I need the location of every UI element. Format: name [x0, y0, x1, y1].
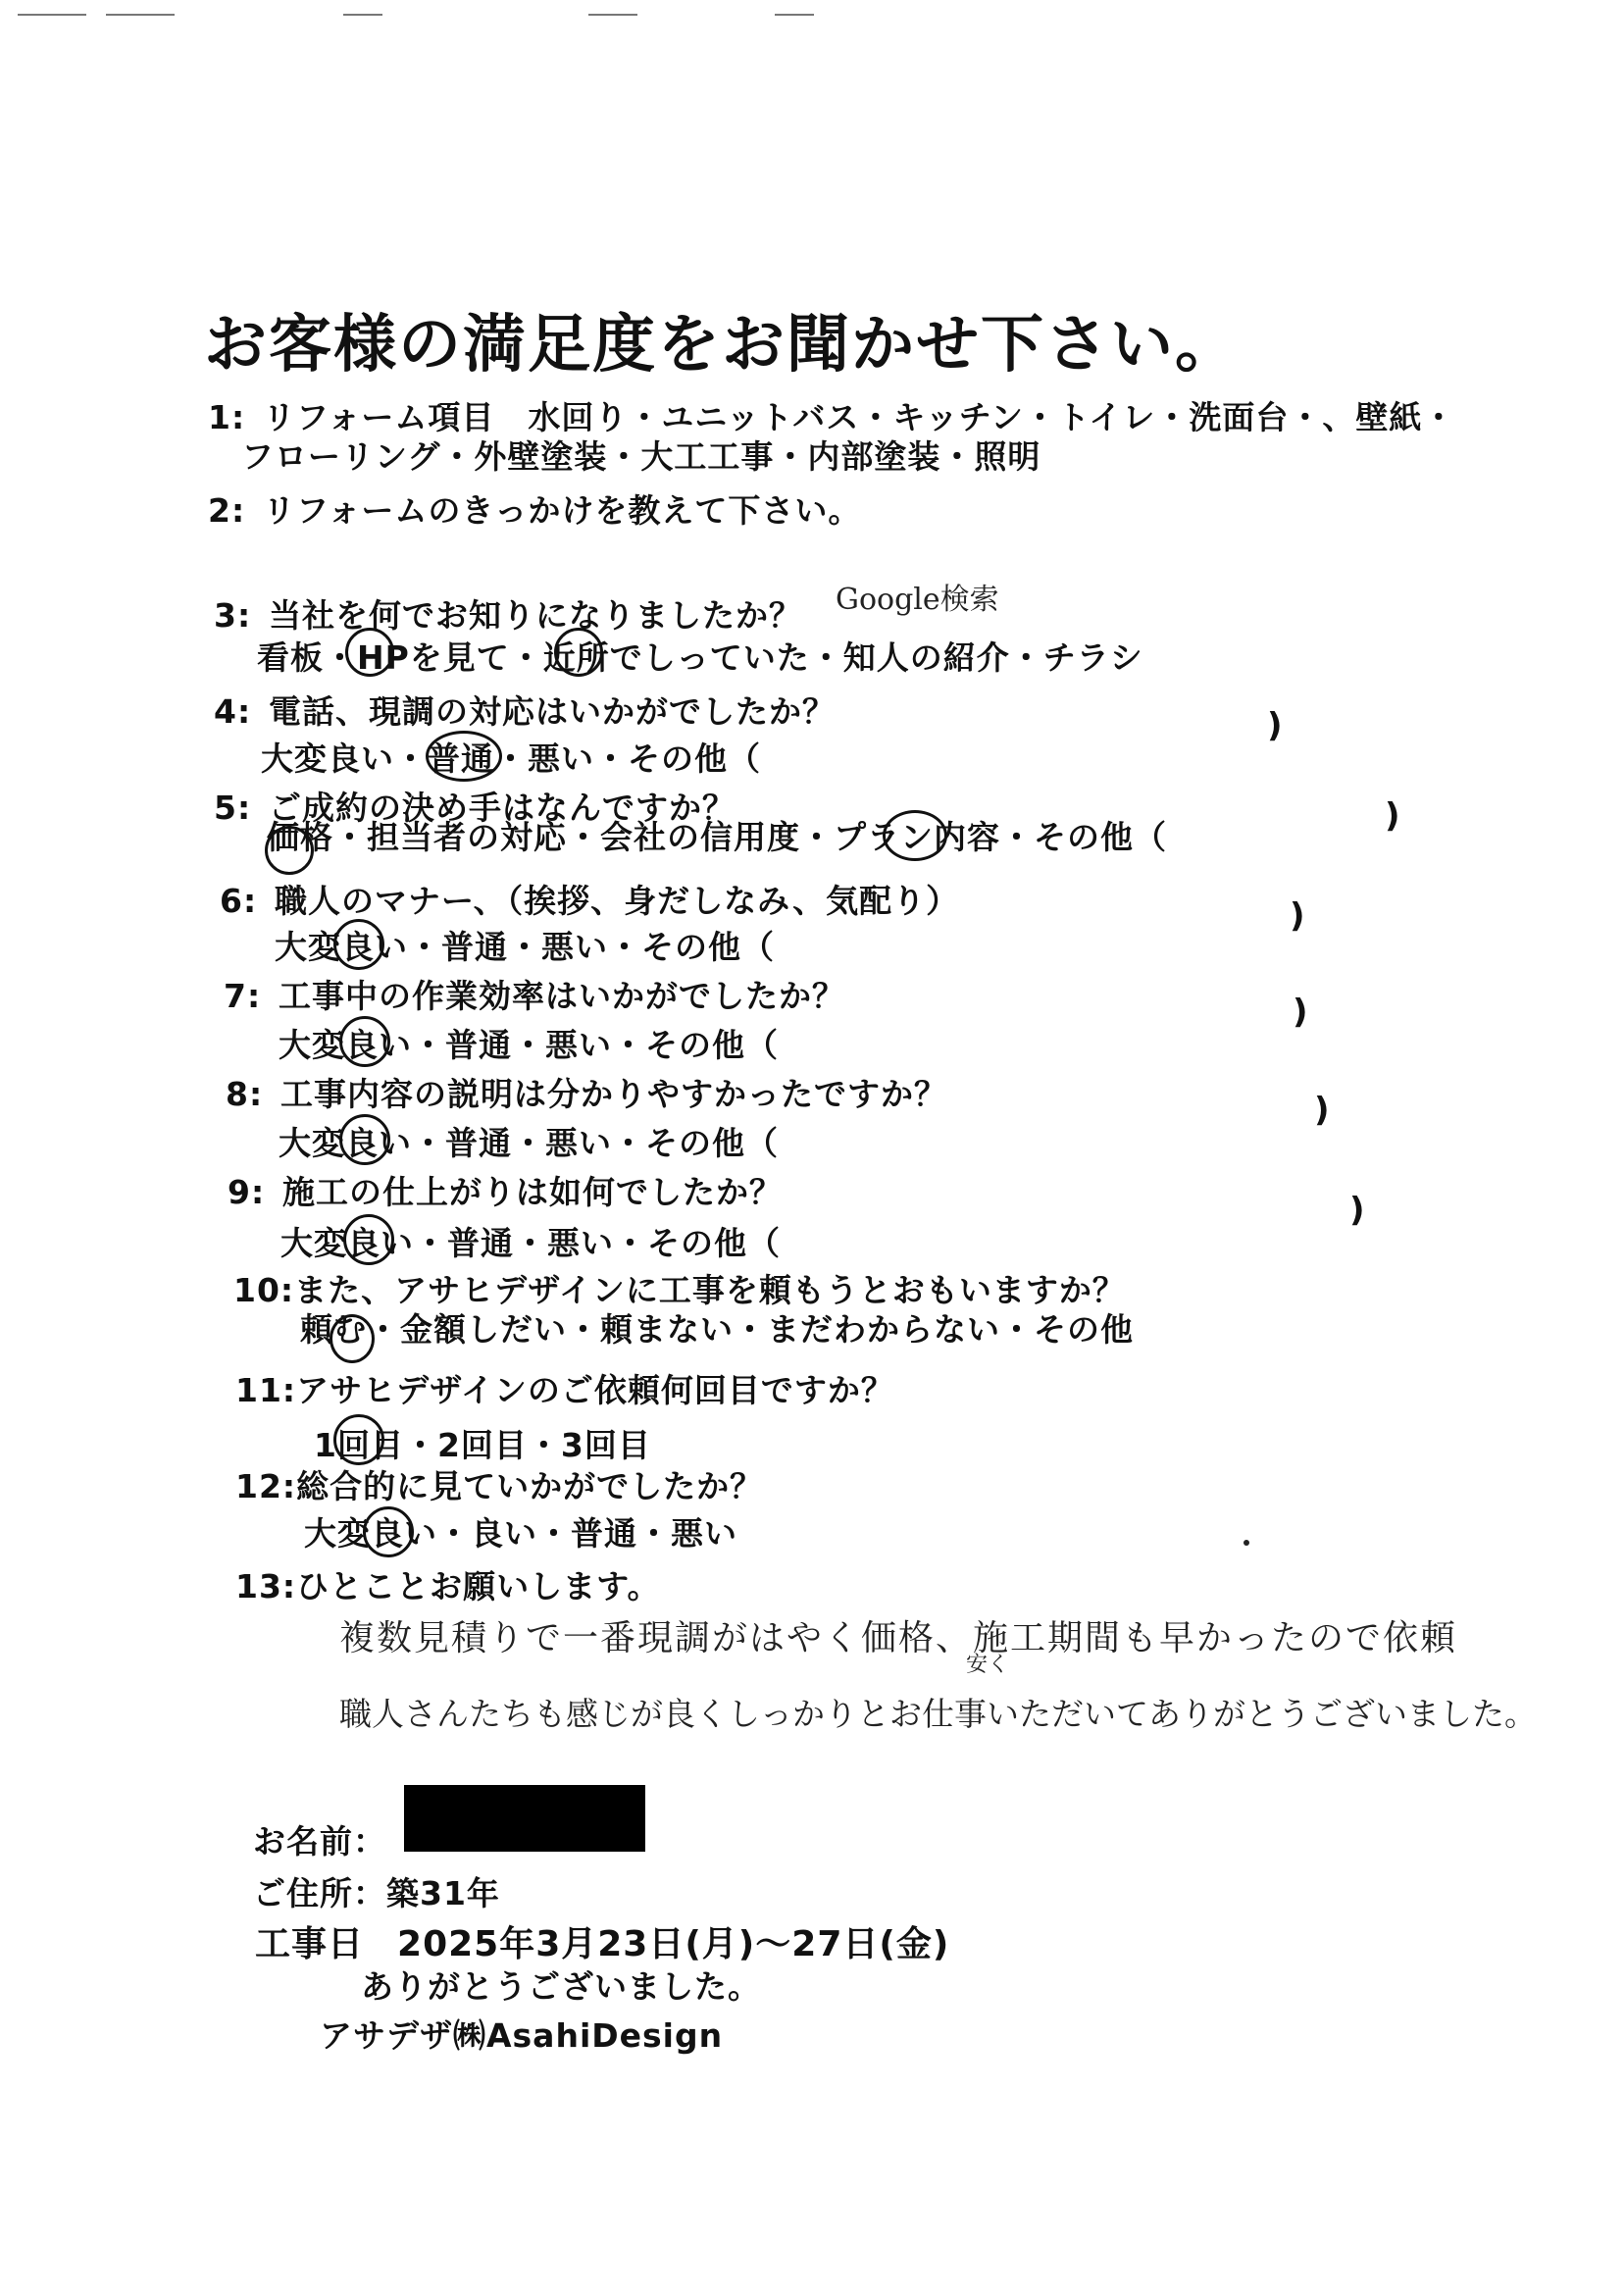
question-text: 工事内容の説明は分かりやすかったですか？	[280, 1075, 947, 1113]
question-2	[208, 485, 861, 532]
close-paren: )	[1267, 706, 1283, 745]
question-4-options: 大変良い・普通・悪い・その他（	[261, 739, 761, 778]
answer-circle-very-good	[333, 919, 384, 970]
question-number: 11:	[235, 1371, 297, 1409]
question-1-options: フローリング・外壁塗装・大工工事・内部塗装・照明	[241, 437, 1041, 476]
question-number: 8:	[226, 1075, 264, 1113]
question-8-options: 大変良い・普通・悪い・その他（	[279, 1124, 779, 1162]
question-number: 9:	[228, 1173, 266, 1211]
address-value: 築31年	[386, 1874, 500, 1912]
question-number: 13:	[235, 1567, 297, 1605]
question-7-options: 大変良い・普通・悪い・その他（	[279, 1026, 779, 1064]
name-label: お名前：	[253, 1822, 386, 1860]
scan-edge-line	[343, 14, 382, 16]
question-6	[220, 876, 959, 922]
question-11-options: 1回目・2回目・3回目	[314, 1426, 651, 1464]
question-text: 工事中の作業効率はいかがでしたか？	[279, 977, 845, 1015]
question-text: 職人のマナー、（挨拶、身だしなみ、気配り）	[275, 882, 960, 920]
page-title: お客様の満足度をお聞かせ下さい。	[204, 309, 1240, 382]
question-text: リフォームのきっかけを教えて下さい。	[263, 491, 862, 530]
close-paren: )	[1290, 896, 1305, 936]
thank-you-text: ありがとうございました。	[361, 1967, 761, 2006]
question-text: 電話、現調の対応はいかがでしたか？	[269, 692, 836, 731]
question-number: 6:	[220, 882, 258, 920]
question-13	[235, 1561, 661, 1607]
work-date-value: 2025年3月23日(月)〜27日(金)	[397, 1924, 950, 1964]
handwritten-comment-insert: 安く	[966, 1653, 1010, 1677]
question-number: 12:	[235, 1467, 297, 1505]
company-name: アサデザ㈱AsahiDesign	[320, 2016, 724, 2055]
scan-edge-line	[106, 14, 175, 16]
handwritten-comment-line-2: 職人さんたちも感じが良くしっかりとお仕事いただいてありがとうございました。	[339, 1695, 1537, 1733]
question-5-options: 価格・担当者の対応・会社の信用度・プラン内容・その他（	[267, 818, 1167, 856]
question-number: 1:	[208, 398, 246, 436]
close-paren: )	[1293, 993, 1308, 1032]
scan-edge-line	[588, 14, 637, 16]
question-text: ご成約の決め手はなんですか？	[269, 789, 736, 827]
answer-circle-very-good	[339, 1114, 390, 1165]
scan-edge-line	[775, 14, 814, 16]
question-3	[214, 590, 802, 637]
answer-circle-very-good	[339, 1016, 390, 1067]
question-text: 総合的に見ていかがでしたか？	[296, 1467, 764, 1505]
question-number: 5:	[214, 789, 252, 827]
question-7	[224, 971, 845, 1017]
answer-circle-very-good	[363, 1506, 414, 1557]
close-paren: )	[1385, 796, 1400, 836]
answer-circle-first-time	[333, 1414, 384, 1465]
answer-circle-price	[265, 826, 314, 875]
question-number: 2:	[208, 491, 246, 530]
answer-circle-hp	[345, 628, 394, 677]
question-text: リフォーム項目 水回り・ユニットバス・キッチン・トイレ・洗面台・、壁紙・	[263, 398, 1456, 436]
close-paren: )	[1314, 1091, 1330, 1130]
answer-circle-plan	[883, 810, 947, 861]
answer-circle-very-good	[343, 1214, 394, 1265]
answer-circle-neighborhood	[554, 628, 603, 677]
question-11	[235, 1365, 894, 1411]
stray-mark	[1243, 1540, 1249, 1546]
work-date-label: 工事日	[255, 1924, 365, 1964]
address-label: ご住所：	[253, 1874, 386, 1912]
question-8	[226, 1069, 947, 1115]
question-number: 3:	[214, 596, 252, 635]
address-row	[253, 1868, 500, 1914]
redacted-name	[404, 1785, 645, 1852]
question-6-options: 大変良い・普通・悪い・その他（	[275, 928, 775, 966]
question-text: アサヒデザインのご依頼何回目ですか？	[296, 1371, 894, 1409]
work-date-row	[255, 1916, 949, 1966]
answer-circle-normal	[426, 731, 502, 782]
question-12	[235, 1461, 763, 1507]
question-3-options: 看板・HPを見て・近所でしっていた・知人の紹介・チラシ	[257, 638, 1143, 677]
close-paren: )	[1349, 1191, 1365, 1230]
question-number: 7:	[224, 977, 262, 1015]
question-number: 10:	[233, 1271, 295, 1309]
question-9	[228, 1167, 783, 1213]
question-text: 施工の仕上がりは如何でしたか？	[282, 1173, 783, 1211]
question-number: 4:	[214, 692, 252, 731]
question-10-options: 頼む・金額しだい・頼まない・まだわからない・その他	[300, 1310, 1134, 1349]
question-text: また、アサヒデザインに工事を頼もうとおもいますか？	[294, 1271, 1126, 1309]
scan-edge-line	[18, 14, 86, 16]
answer-circle-request	[330, 1314, 375, 1363]
question-text: 当社を何でお知りになりましたか？	[269, 596, 802, 635]
handwritten-answer: Google検索	[836, 583, 999, 617]
handwritten-comment-line-1: 複数見積りで一番現調がはやく価格、施工期間も早かったので依頼	[339, 1618, 1458, 1658]
question-9-options: 大変良い・普通・悪い・その他（	[280, 1224, 781, 1262]
question-12-options: 大変良い・良い・普通・悪い	[304, 1514, 737, 1553]
question-text: ひとことお願いします。	[296, 1567, 661, 1605]
question-4	[214, 687, 836, 733]
